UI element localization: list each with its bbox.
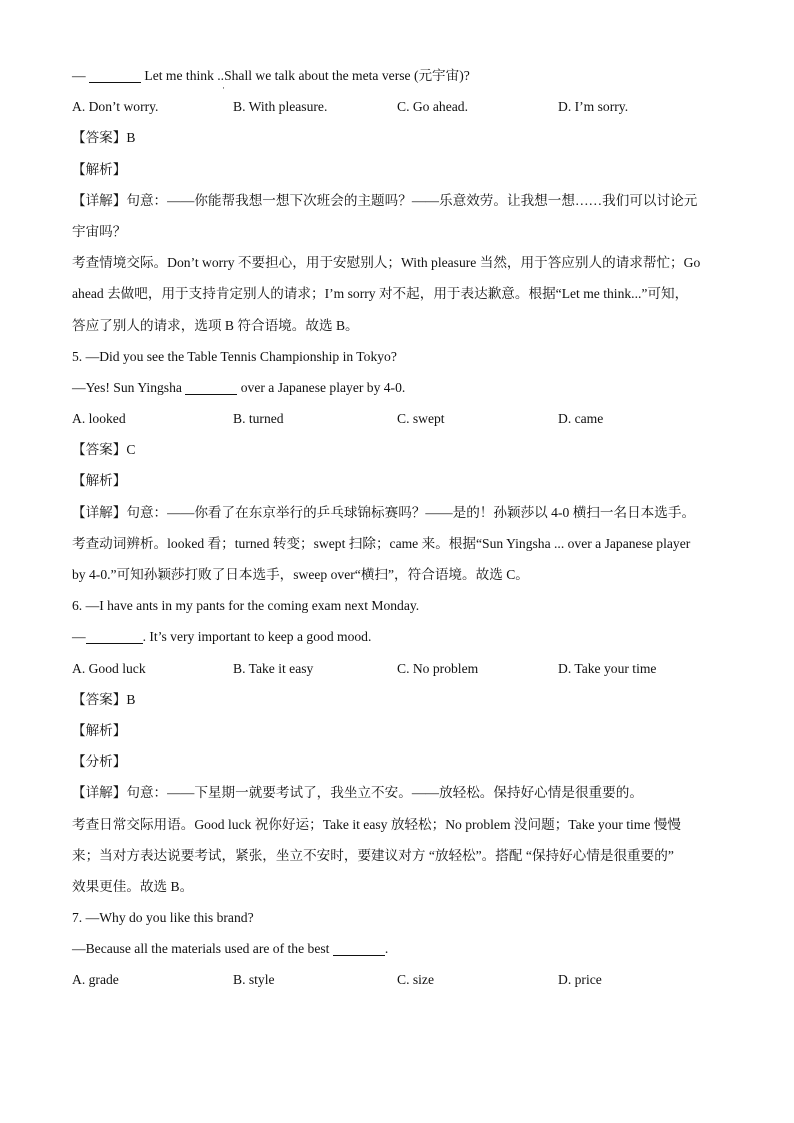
q6-stem: 6. —I have ants in my pants for the coming exam next Monday. xyxy=(72,598,420,614)
option-b: B. style xyxy=(233,972,275,988)
option-d: D. price xyxy=(558,972,602,988)
explanation-text: 答应了别人的请求，选项 B 符合语境。故选 B。 xyxy=(72,317,359,333)
document-page xyxy=(72,60,732,996)
explanation-text: 来；当对方表达说要考试，紧张，坐立不安时，要建议对方 “放轻松”。搭配 “保持好心情是很重要的” xyxy=(72,847,674,863)
option-a: A. grade xyxy=(72,972,119,988)
detail-text: 【详解】句意：——下星期一就要考试了，我坐立不安。——放轻松。保持好心情是很重要的。 xyxy=(72,785,643,801)
detail-text: 【详解】句意：——你看了在东京举行的乒乓球锦标赛吗？——是的！孙颖莎以 4-0 横扫一名日本选手。 xyxy=(72,504,696,520)
option-d: D. I’m sorry. xyxy=(558,99,629,115)
explanation-text: 考查情境交际。Don’t worry 不要担心，用于安慰别人；With pleasure 当然，用于答应别人的请求帮忙；Go xyxy=(72,255,701,271)
q5-stem-reply xyxy=(72,372,732,403)
answer-blank xyxy=(333,941,385,956)
option-a: A. Don’t worry. xyxy=(72,99,159,115)
q5-stem: 5. —Did you see the Table Tennis Championship in Tokyo? xyxy=(72,348,397,364)
answer-label: 【答案】B xyxy=(72,691,136,707)
q5-options xyxy=(72,403,732,434)
q4-stem-text: Let me think ..Shall we talk about the meta verse (元宇宙)? xyxy=(144,68,470,83)
analysis-label: 【解析】 xyxy=(72,722,127,738)
q4-dash: — xyxy=(72,68,86,83)
explanation-text: 考查日常交际用语。Good luck 祝你好运；Take it easy 放轻松；No problem 没问题；Take your time 慢慢 xyxy=(72,816,681,832)
analysis-label: 【解析】 xyxy=(72,473,127,489)
option-b: B. turned xyxy=(233,411,284,427)
q4-stem xyxy=(72,60,732,91)
option-a: A. looked xyxy=(72,411,126,427)
detail-text: 【详解】句意：——你能帮我想一想下次班会的主题吗？——乐意效劳。让我想一想……我们可以讨论元 xyxy=(72,192,698,208)
q7-stem-reply xyxy=(72,933,732,964)
option-b: B. With pleasure. xyxy=(233,99,328,115)
q7-reply-text: . xyxy=(384,941,389,957)
q5-reply-text: over a Japanese player by 4-0. xyxy=(240,379,406,395)
explanation-text: ahead 去做吧，用于支持肯定别人的请求；I’m sorry 对不起，用于表达歉意。根据“Let me think...”可知， xyxy=(72,286,689,302)
explanation-text: 效果更佳。故选 B。 xyxy=(72,878,194,894)
q6-reply-text: — xyxy=(72,629,86,645)
option-a: A. Good luck xyxy=(72,660,146,676)
option-b: B. Take it easy xyxy=(233,660,314,676)
answer-label: 【答案】B xyxy=(72,130,136,146)
q4-options xyxy=(72,91,732,122)
explanation-text: by 4-0.”可知孙颖莎打败了日本选手，sweep over“横扫”，符合语境。故选 C。 xyxy=(72,567,529,582)
option-c: C. Go ahead. xyxy=(397,99,468,115)
q5-reply-text: —Yes! Sun Yingsha xyxy=(72,379,182,395)
stray-dot: · xyxy=(222,83,225,93)
explanation-text: 考查动词辨析。looked 看；turned 转变；swept 扫除；came 来。根据“Sun Yingsha ... over a Japanese player xyxy=(72,535,691,551)
detail-text: 宇宙吗？ xyxy=(72,223,127,239)
answer-blank xyxy=(86,629,143,644)
answer-label: 【答案】C xyxy=(72,442,136,458)
q6-stem-reply xyxy=(72,621,732,652)
option-c: C. swept xyxy=(397,411,445,427)
q7-stem: 7. —Why do you like this brand? xyxy=(72,910,254,926)
q6-options xyxy=(72,653,732,684)
option-c: C. size xyxy=(397,972,434,988)
analysis-label: 【解析】 xyxy=(72,161,127,177)
answer-blank xyxy=(185,380,237,395)
fenxi-label: 【分析】 xyxy=(72,754,127,770)
option-d: D. came xyxy=(558,411,604,427)
q6-reply-text: . It’s very important to keep a good mood. xyxy=(142,629,372,645)
q7-reply-text: —Because all the materials used are of the best xyxy=(72,941,330,957)
q7-options xyxy=(72,964,732,995)
option-c: C. No problem xyxy=(397,660,479,676)
option-d: D. Take your time xyxy=(558,660,657,676)
answer-blank xyxy=(89,68,141,83)
